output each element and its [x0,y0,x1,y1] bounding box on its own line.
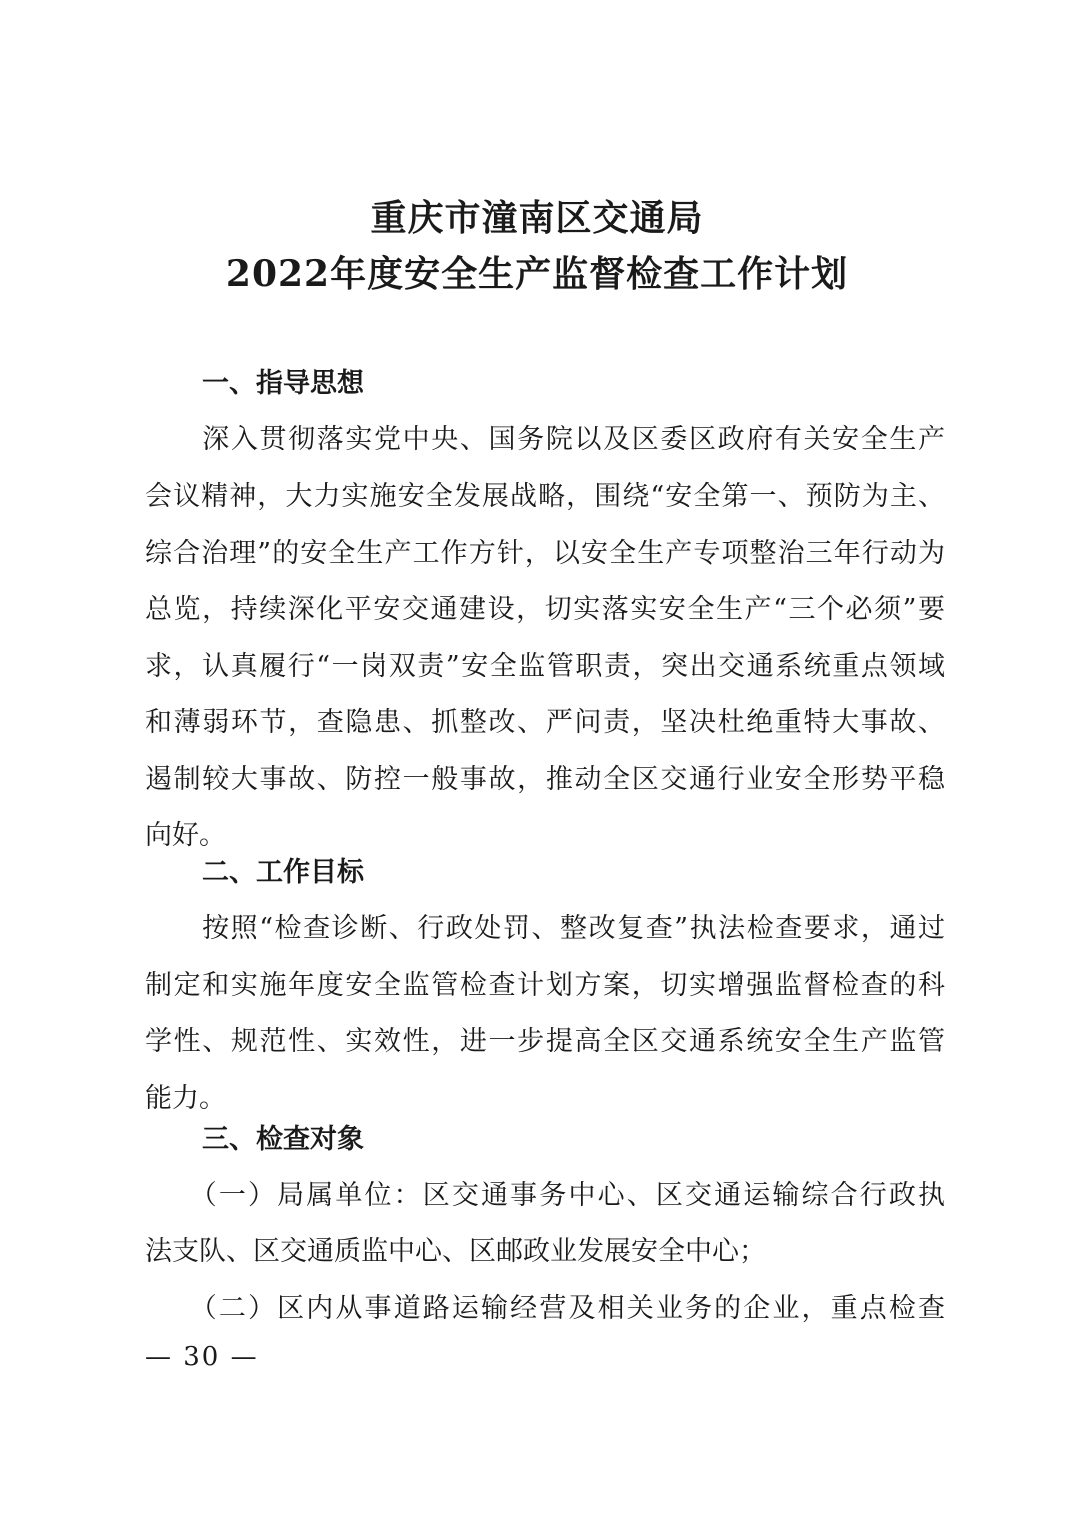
paragraph-line: 综合治理”的安全生产工作方针，以安全生产专项整治三年行动为 [145,538,945,569]
paragraph-line: 法支队、区交通质监中心、区邮政业发展安全中心； [145,1236,766,1267]
section-heading-inspection-targets: 三、检查对象 [202,1124,364,1155]
paragraph-line: 和薄弱环节，查隐患、抓整改、严问责，坚决杜绝重特大事故、 [145,707,945,738]
paragraph-line: 深入贯彻落实党中央、国务院以及区委区政府有关安全生产 [145,424,945,455]
paragraph-line: 会议精神，大力实施安全发展战略，围绕“安全第一、预防为主、 [145,481,945,512]
paragraph-line: 制定和实施年度安全监管检查计划方案，切实增强监督检查的科 [145,970,945,1001]
paragraph-line: 求，认真履行“一岗双责”安全监管职责，突出交通系统重点领域 [145,651,945,682]
paragraph-line: 向好。 [145,820,226,851]
paragraph-line: （二）区内从事道路运输经营及相关业务的企业，重点检查 [145,1293,945,1324]
document-title-line-1: 重庆市潼南区交通局 [370,197,704,239]
paragraph-line: 遏制较大事故、防控一般事故，推动全区交通行业安全形势平稳 [145,764,945,795]
paragraph-line: 学性、规范性、实效性，进一步提高全区交通系统安全生产监管 [145,1026,945,1057]
section-heading-guiding-ideology: 一、指导思想 [202,368,364,399]
paragraph-line: 按照“检查诊断、行政处罚、整改复查”执法检查要求，通过 [145,913,945,944]
document-title-line-2: 2022年度安全生产监督检查工作计划 [225,253,849,295]
section-heading-work-goals: 二、工作目标 [202,857,364,888]
paragraph-line: 总览，持续深化平安交通建设，切实落实安全生产“三个必须”要 [145,594,945,625]
page-number: — 30 — [145,1342,259,1372]
paragraph-line: 能力。 [145,1083,226,1114]
paragraph-line: （一）局属单位：区交通事务中心、区交通运输综合行政执 [145,1180,945,1211]
